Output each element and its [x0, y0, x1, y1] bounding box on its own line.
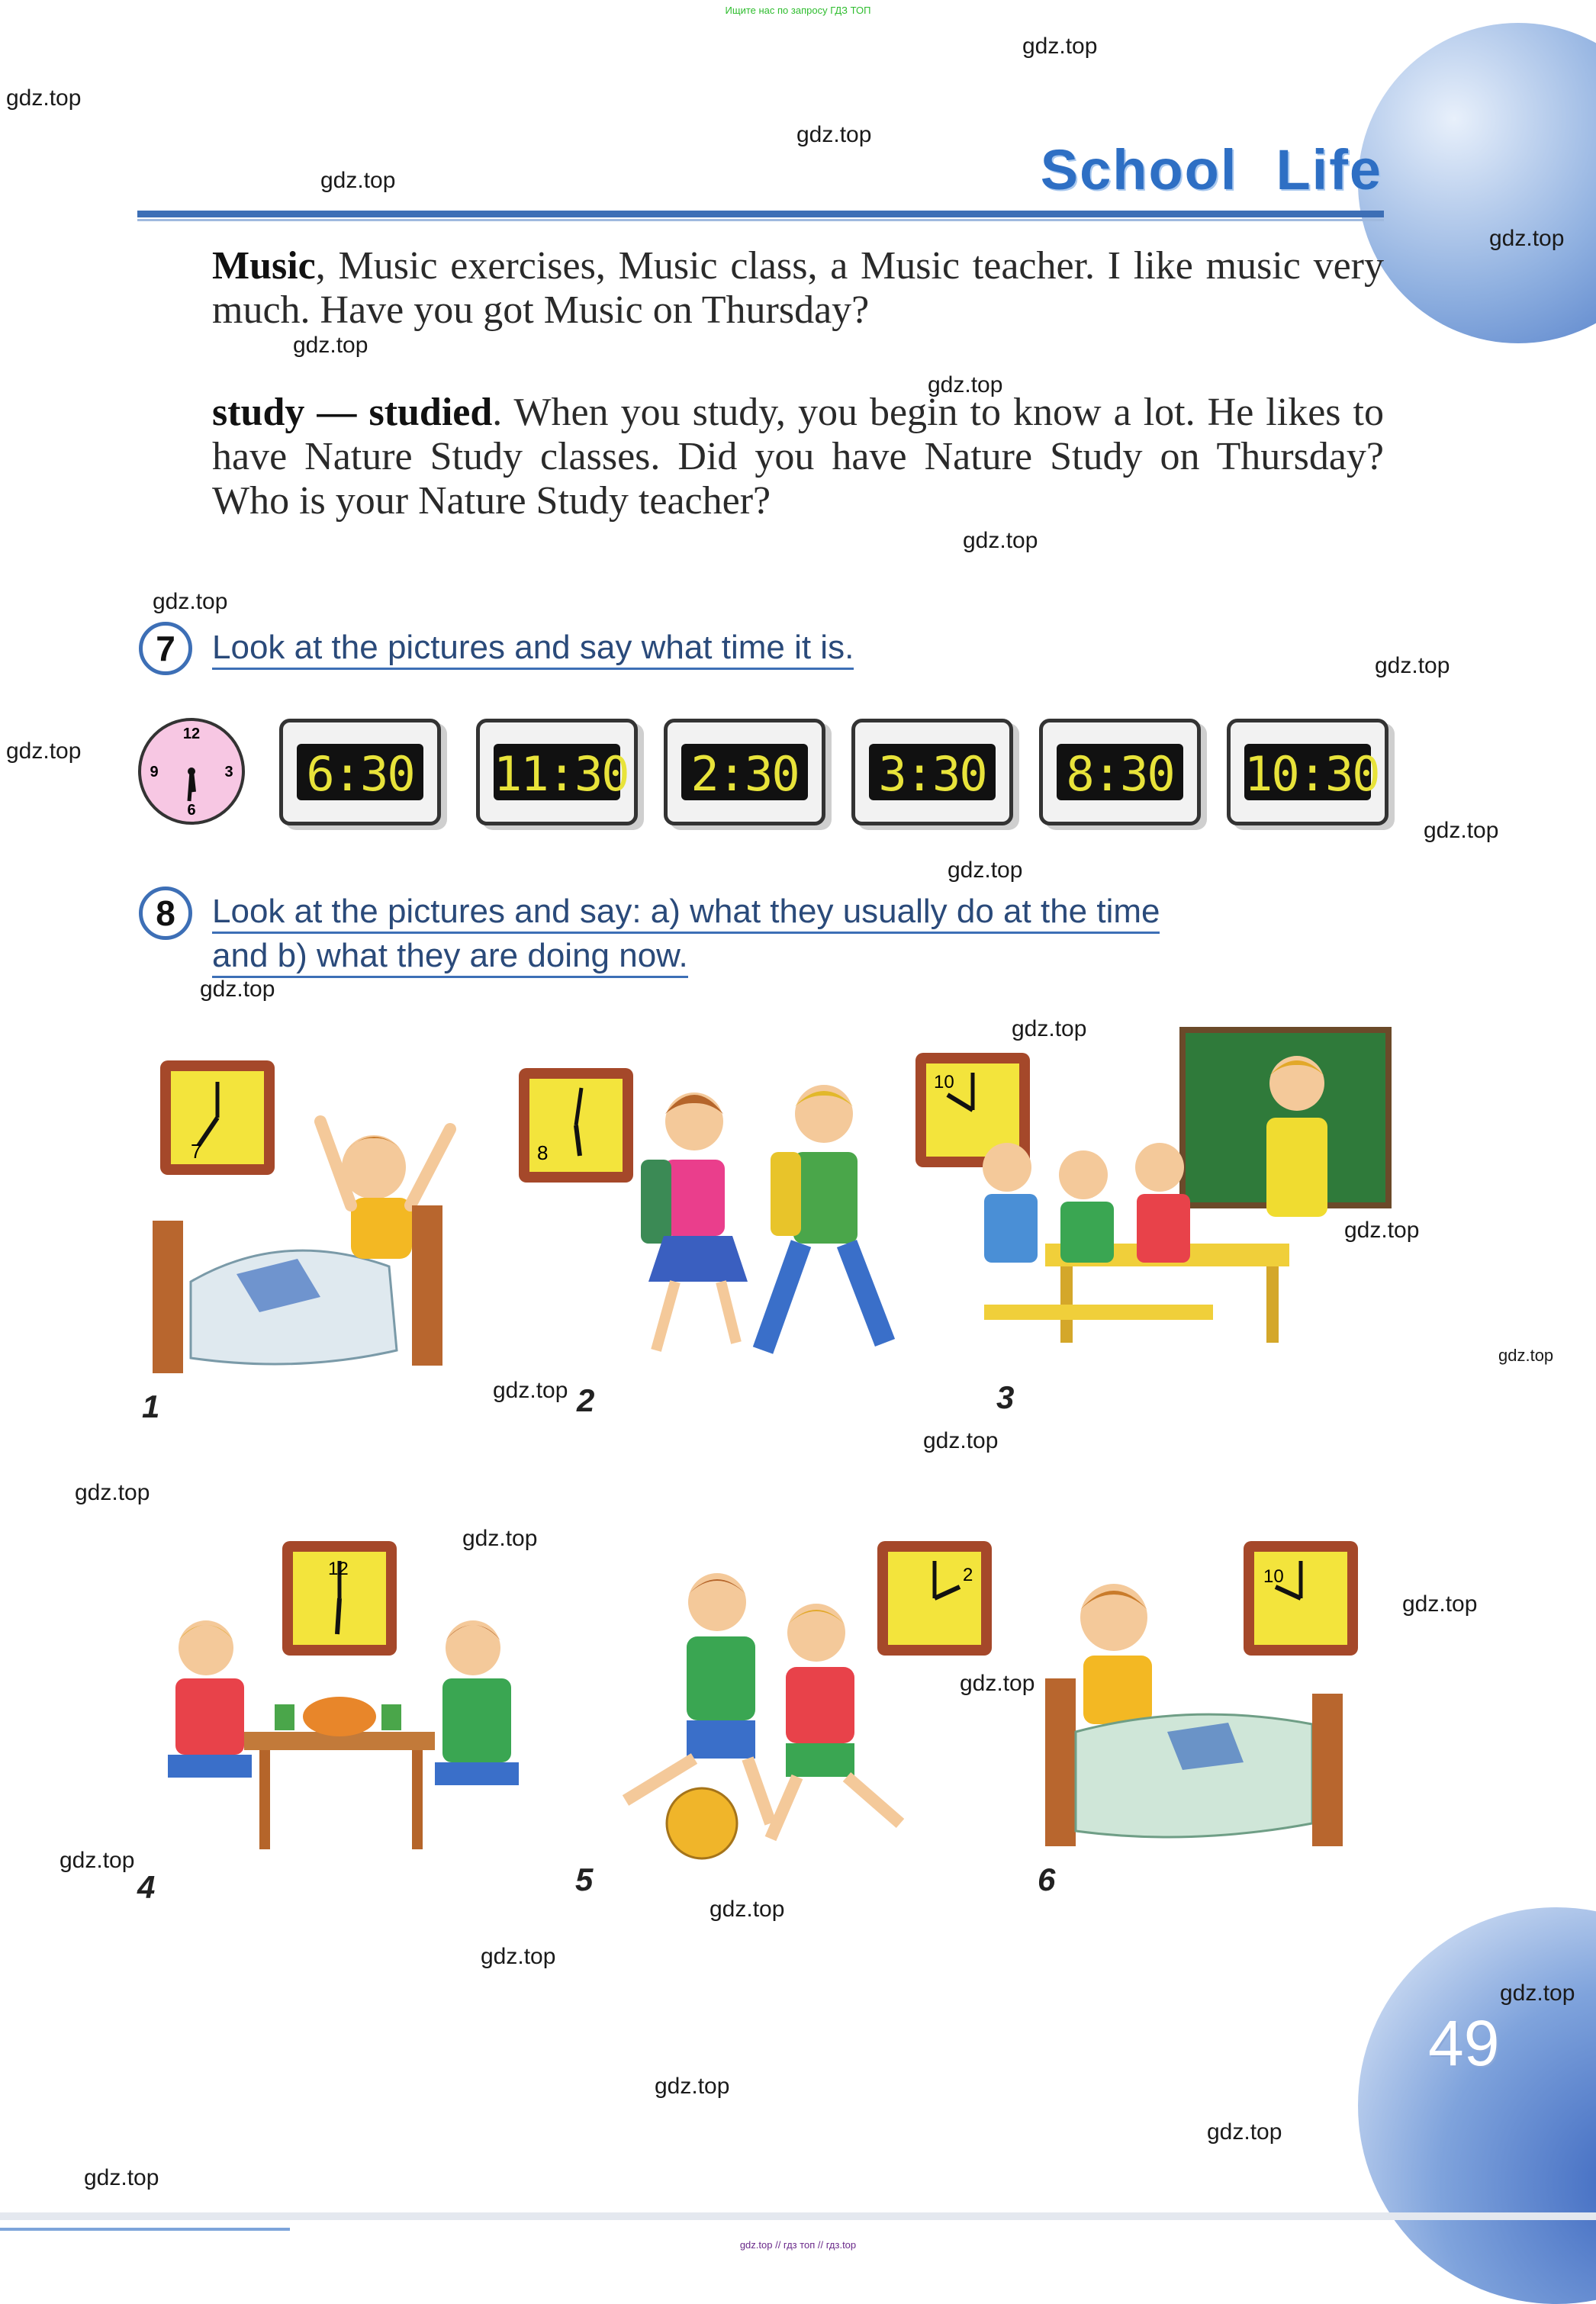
watermark: gdz.top: [1424, 818, 1499, 843]
picture-1-label: 1: [142, 1389, 160, 1424]
digital-clock-time: 10:30: [1244, 744, 1371, 800]
picture-5-illustration: [595, 1533, 1007, 1869]
exercise-8-instruction-line2: and b) what they are doing now.: [212, 937, 688, 978]
watermark: gdz.top: [462, 1526, 538, 1551]
analog-clock: [136, 716, 247, 827]
term-music: Music: [212, 244, 316, 288]
footer-note: gdz.top // гдз топ // гдз.top: [739, 2239, 857, 2251]
picture-3-illustration: [908, 1022, 1396, 1381]
watermark: gdz.top: [1489, 226, 1565, 251]
picture-4-illustration: [137, 1533, 534, 1869]
watermark: gdz.top: [1498, 1346, 1554, 1365]
clock-numeral: 12: [328, 1559, 349, 1579]
watermark: gdz.top: [796, 122, 872, 147]
footer-accent-line: [0, 2228, 290, 2231]
digital-clock: [851, 719, 1013, 825]
clock-numeral: 2: [963, 1565, 973, 1585]
digital-clock-time: 6:30: [297, 744, 423, 800]
picture-6-illustration: [1038, 1533, 1396, 1862]
picture-2-illustration: [519, 1060, 931, 1381]
paragraph-study-text: . When you study, you begin to know a lot. He likes to have Nature Study classes. Did you have Nature Study on Thursday? Who is your Nature Study teacher?: [212, 391, 1384, 523]
page-number: 49: [1428, 2007, 1500, 2079]
watermark: gdz.top: [6, 85, 82, 111]
digital-clock-time: 11:30: [494, 744, 620, 800]
watermark: gdz.top: [1375, 653, 1450, 678]
watermark: gdz.top: [1344, 1218, 1420, 1243]
watermark: gdz.top: [200, 977, 275, 1002]
watermark: gdz.top: [60, 1848, 135, 1873]
watermark: gdz.top: [293, 333, 368, 358]
page-title: [1041, 137, 1382, 202]
exercise-8-instruction-line1: Look at the pictures and say: a) what they usually do at the time: [212, 893, 1160, 934]
digital-clock: [1227, 719, 1388, 825]
picture-1-illustration: [145, 1053, 496, 1381]
watermark: gdz.top: [320, 168, 396, 193]
exercise-8-instruction: [212, 890, 1160, 978]
title-rule: [137, 211, 1384, 217]
exercise-7-instruction: [212, 626, 854, 670]
digital-clock-time: 3:30: [869, 744, 996, 800]
digital-clock: [664, 719, 825, 825]
paragraph-music-text: , Music exercises, Music class, a Music teacher. I like music very much. Have you got Music on Thursday?: [212, 244, 1384, 332]
watermark: gdz.top: [1402, 1591, 1478, 1617]
digital-clock-time: 2:30: [681, 744, 808, 800]
watermark: gdz.top: [923, 1428, 999, 1453]
paragraph-music: [212, 244, 1384, 333]
watermark: gdz.top: [960, 1671, 1035, 1696]
clock-numeral: 10: [934, 1072, 954, 1092]
picture-2-label: 2: [577, 1382, 595, 1418]
clock-numeral-6: 6: [187, 802, 196, 819]
exercise-8-number: 8: [139, 887, 192, 940]
clock-numeral: 10: [1263, 1566, 1284, 1587]
digital-clock: [1039, 719, 1201, 825]
clock-numeral-9: 9: [150, 764, 159, 780]
clock-numeral-12: 12: [182, 726, 201, 742]
watermark: gdz.top: [6, 739, 82, 764]
watermark: gdz.top: [963, 528, 1038, 553]
watermark: gdz.top: [948, 858, 1023, 883]
watermark: gdz.top: [481, 1944, 556, 1969]
title-word-school: School: [1040, 138, 1238, 201]
watermark: gdz.top: [153, 589, 228, 614]
watermark: gdz.top: [928, 372, 1003, 397]
picture-3-label: 3: [996, 1379, 1015, 1415]
digital-clock: [279, 719, 441, 825]
watermark: gdz.top: [493, 1378, 568, 1403]
page-corner-decoration-top: [1358, 23, 1596, 343]
clock-numeral: 7: [191, 1140, 202, 1163]
title-word-life: Life: [1276, 138, 1382, 201]
picture-6-label: 6: [1038, 1862, 1056, 1897]
watermark: gdz.top: [1022, 34, 1098, 59]
watermark: gdz.top: [1207, 2119, 1282, 2145]
clock-numeral: 8: [537, 1141, 549, 1164]
watermark: gdz.top: [710, 1897, 785, 1922]
exercise-7-instruction-text: Look at the pictures and say what time it is.: [212, 629, 854, 670]
watermark: gdz.top: [1500, 1981, 1575, 2006]
picture-4-label: 4: [137, 1869, 156, 1905]
watermark: gdz.top: [75, 1480, 150, 1505]
digital-clock: [476, 719, 638, 825]
watermark: gdz.top: [655, 2074, 730, 2099]
term-study: study — studied: [212, 391, 493, 434]
exercise-7-number: 7: [139, 622, 192, 675]
header-note: Ищите нас по запросу ГДЗ ТОП: [725, 5, 871, 16]
clock-numeral-3: 3: [224, 764, 233, 780]
watermark: gdz.top: [1012, 1016, 1087, 1041]
digital-clock-time: 8:30: [1057, 744, 1183, 800]
title-rule-shadow: [137, 219, 1384, 221]
picture-5-label: 5: [575, 1862, 594, 1897]
watermark: gdz.top: [84, 2165, 159, 2190]
paragraph-study: [212, 391, 1384, 523]
footer-divider: [0, 2212, 1596, 2220]
